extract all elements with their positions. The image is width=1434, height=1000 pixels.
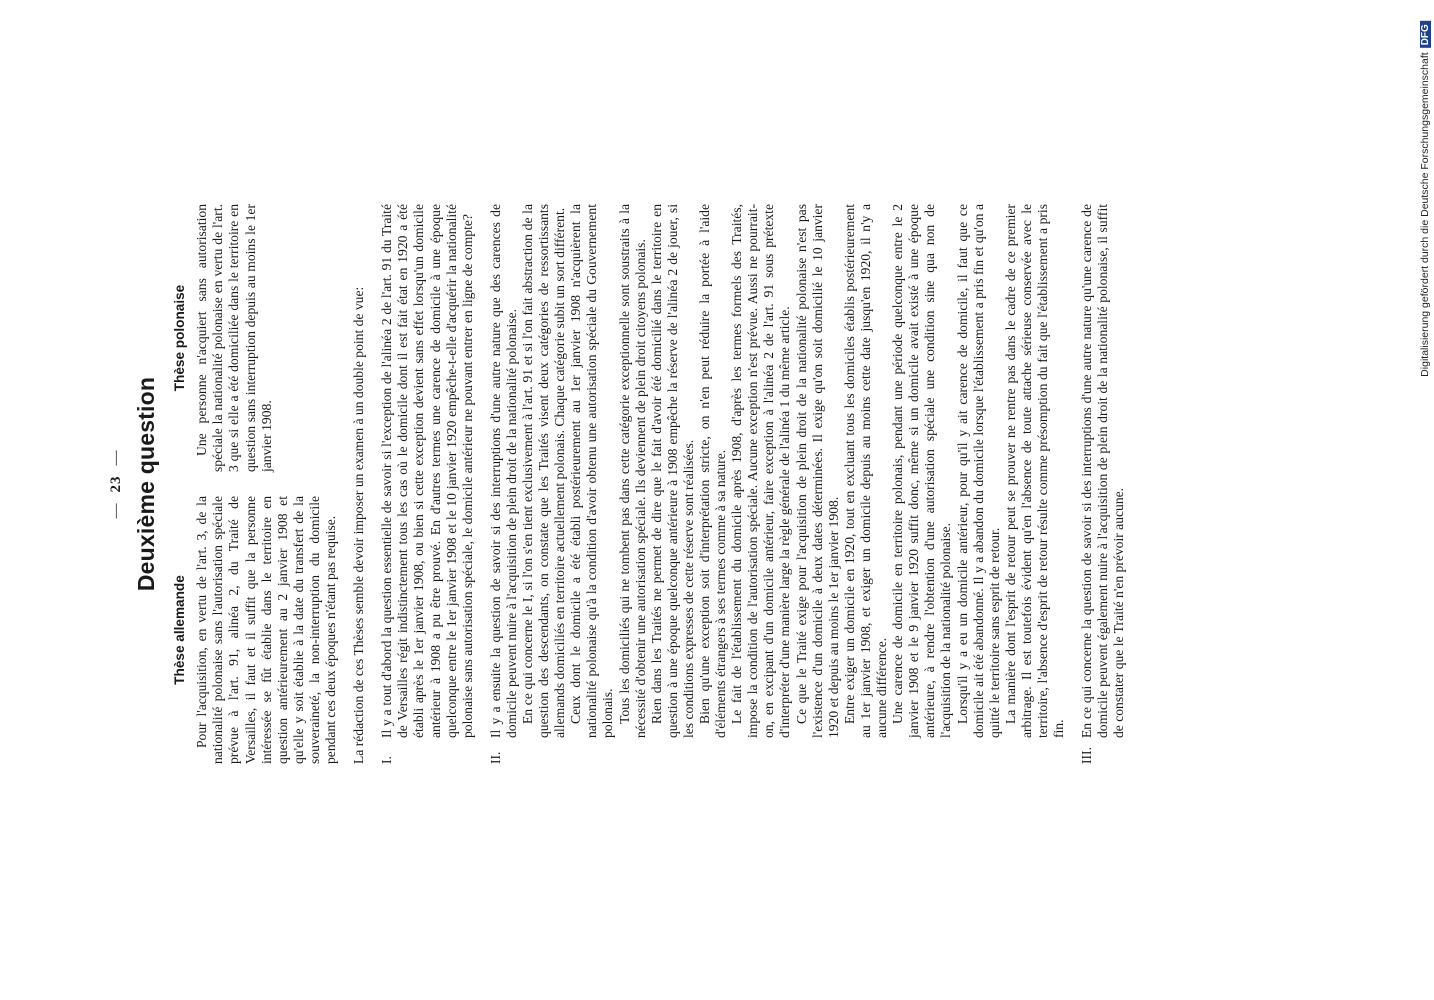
- page-number: —23—: [108, 449, 124, 519]
- section-body: [1079, 204, 1127, 738]
- section-paragraph: Tous les domiciliés qui ne tombent pas dans cette catégorie exceptionnelle sont soustraits à la nécessité d'obtenir une autorisation spéciale. Ils deviennent de plein droit citoyens polonais.: [616, 204, 648, 738]
- section-paragraph: Ceux dont le domicile a été établi postérieurement au 1er janvier 1908 n'acquièrent la nationalité polonaise qu'à la condition d'avoir obtenu une autorisation spéciale du Gouvernement polonais.: [568, 204, 616, 738]
- polish-thesis-text: Une personne n'acquiert sans autorisation spéciale la nationalité polonaise en vertu de l'art. 3 que si elle a été domiciliée dans le territoire en question sans interruption depuis au moins le 1er janvier 1908.: [194, 204, 274, 472]
- section-body: [488, 204, 1067, 738]
- german-thesis-column: [172, 496, 339, 764]
- section-paragraph: Ce que le Traité exige pour l'acquisition de plein droit de la nationalité polonaise n'est pas l'existence d'un domicile à deux dates déterminées. Il exige qu'on soit domicilié le 10 janvier 1920 et depuis au moins le 1er janvier 1908.: [793, 204, 841, 738]
- german-thesis-text: Pour l'acquisition, en vertu de l'art. 3, de la nationalité polonaise sans l'autorisation spéciale prévue à l'art. 91, alinéa 2, du Traité de Versailles, il faut et il suffit que la personne intéressée se fût établie dans le territoire en question antérieurement au 2 janvier 1908 et qu'elle y soit établie à la date du transfert de la souveraineté, la non-interruption du domicile pendant ces deux époques n'étant pas requise.: [194, 496, 339, 764]
- page-content: [108, 204, 1127, 764]
- section-2: [488, 204, 1067, 764]
- polish-thesis-column: [172, 204, 339, 472]
- section-paragraph: Entre exiger un domicile en 1920, tout en excluant tous les domiciles établis postérieurement au 1er janvier 1908, et exiger un domicile depuis au moins cette date jusqu'en 1920, il n'y a aucune différence.: [841, 204, 890, 738]
- section-paragraph: Une carence de domicile en territoire polonais, pendant une période quelconque entre le 2 janvier 1908 et le 9 janvier 1920 suffit donc, même si un domicile avait existé à une époque antérieure, à rendre l'obtention d'une autorisation spéciale une condition sine qua non de l'acquisition de la nationalité polonaise.: [890, 204, 954, 738]
- section-number: III.: [1079, 747, 1095, 764]
- section-3: [1079, 204, 1127, 764]
- intro-paragraph: La rédaction de ces Thèses semble devoir imposer un examen à un double point de vue:: [351, 286, 367, 764]
- funding-margin-note: [1418, 6, 1432, 392]
- section-paragraph: En ce qui concerne la question de savoir si des interruptions d'une autre nature qu'une carence de domicile peuvent également nuire à l'acquisition de plein droit de la nationalité polonaise, il suffit de constater que le Traité n'en prévoir aucune.: [1079, 204, 1127, 738]
- dfg-logo: DFG: [1420, 21, 1431, 48]
- section-1: [379, 204, 476, 764]
- page-title: Deuxième question: [133, 376, 160, 592]
- section-paragraph: Il y a ensuite la question de savoir si des interruptions d'une autre nature que des carences de domicile peuvent nuire à l'acquisition de plein droit de la nationalité polonaise.: [487, 204, 519, 738]
- section-paragraph: La manière dont l'esprit de retour peut se prouver ne rentre pas dans le cadre de ce premier arbitrage. Il est toutefois évident qu'en l'absence de toute attache sérieuse conservée avec le territoire, l'absence d'esprit de retour résulte comme présomption du fait que l'établissement a pris fin.: [1002, 204, 1067, 738]
- theses-columns: [172, 204, 339, 764]
- page-number-value: 23: [108, 475, 124, 493]
- section-number: I.: [379, 756, 395, 764]
- section-paragraph: Bien qu'une exception soit d'interprétation stricte, on n'en peut réduire la portée à l'aide d'éléments étrangers à ses termes comme à sa nature.: [697, 204, 729, 738]
- section-paragraph: Le fait de l'établissement du domicile après 1908, d'après les termes formels des Traités, impose la condition de l'autorisation spéciale. Aucune exception n'est prévue. Aussi ne pourrait-on, en excipant d'un domicile antérieur, faire exception à l'alinéa 2 de l'art. 91 sous prétexte d'interpréter d'une manière large la règle générale de l'alinéa 1 du même article.: [729, 204, 793, 738]
- section-paragraph: Lorsqu'il y a eu un domicile antérieur, pour qu'il y ait carence de domicile, il faut que ce domicile ait été abandonné. Il y a abandon du domicile lorsque l'établissement a pris fin et qu'on a quitté le territoire sans esprit de retour.: [954, 204, 1002, 738]
- section-paragraph: Rien dans les Traités ne permet de dire que le fait d'avoir été domicilié dans le territoire en question à une époque quelconque antérieure à 1908 empêche la réserve de l'alinéa 2 de jouer, si les conditions expresses de cette réserve sont réalisées.: [648, 204, 696, 738]
- section-paragraph: Il y a tout d'abord la question essentielle de savoir si l'exception de l'alinéa 2 de l'art. 91 du Traité de Versailles régit indistinctement tous les cas où le domicile dont il est fait état en 1920 a été établi après le 1er janvier 1908, ou bien si cette exception devient sans effet lorsqu'un domicile antérieur à 1908 a pu être prouvé. En d'autres termes une carence de domicile à une époque quelconque entre le 1er janvier 1908 et le 10 janvier 1920 empêche-t-elle d'acquérir la nationalité polonaise sans autorisation spéciale, le domicile antérieur ne pouvant entrer en ligne de compte?: [379, 204, 475, 738]
- polish-thesis-heading: Thèse polonaise: [172, 284, 188, 392]
- section-number: II.: [487, 751, 503, 764]
- section-paragraph: En ce qui concerne le I, si l'on s'en tient exclusivement à l'art. 91 et si l'on fait abstraction de la question des descendants, on constate que les Traités visent deux catégories de ressortissants allemands domiciliés en territoire actuellement polonais. Chaque catégorie subit un sort différent.: [519, 204, 568, 738]
- german-thesis-heading: Thèse allemande: [172, 575, 188, 685]
- funding-note-text: Digitalisierung gefördert durch die Deutsche Forschungsgemeinschaft: [1419, 52, 1431, 377]
- section-body: [379, 204, 476, 738]
